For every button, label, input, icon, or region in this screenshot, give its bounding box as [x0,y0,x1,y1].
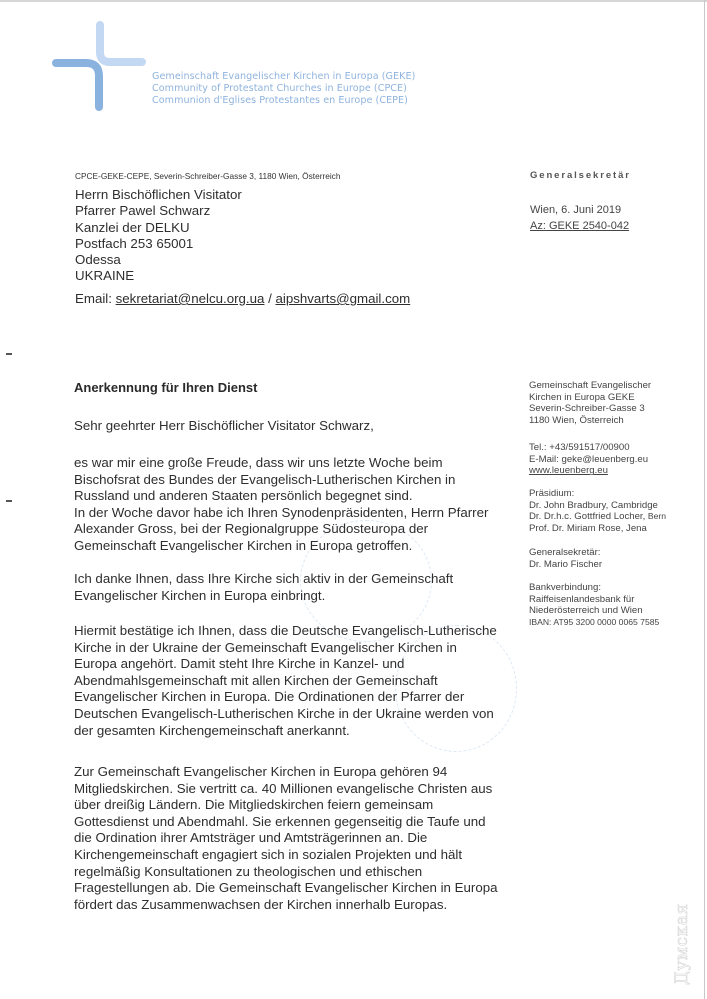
organization-wordmark [152,71,415,107]
letter-paragraph [74,764,498,913]
praesidium-member: Dr. John Bradbury, Cambridge [529,499,658,511]
praesidium-label: Präsidium: [529,488,575,499]
sender-role-heading: Generalsekretär [530,170,631,181]
wordmark-line-en: Community of Protestant Churches in Europe (CPCE) [152,83,407,94]
gensek-label: Generalsekretär: [529,547,601,558]
letter-paragraph [74,623,497,739]
paragraph-line: Zur Gemeinschaft Evangelischer Kirchen in Europa gehören 94 [74,764,448,779]
praesidium-member-city: Bern [647,511,667,522]
paragraph-line: Alexander Gross, bei der Regionalgruppe Südosteuropa der [74,521,429,537]
paragraph-line: Kirchengemeinschaft engagiert sich in sozialen Projekten und hält [74,846,463,862]
paragraph-line: Evangelischer Kirchen in Europa. Die Ordinationen der Pfarrer der [74,689,465,705]
paragraph-line: über dreißig Ländern. Die Mitgliedskirchen feiern gemeinsam [74,797,434,813]
recipient-line: Herrn Bischöflichen Visitator [75,187,242,202]
sidebar-address [529,380,651,427]
paragraph-line: Bischofsrat des Bundes der Evangelisch-Lutherischen Kirchen in [74,471,456,487]
sidebar-praesidium [529,488,666,535]
paragraph-line: Deutschen Evangelisch-Lutherischen Kirche in der Ukraine werden von [74,705,494,721]
praesidium-member-name: Dr. Dr.h.c. Gottfried Locher, [529,511,648,523]
paragraph-line: Abendmahlsgemeinschaft mit allen Kirchen der Gemeinschaft [74,672,438,688]
sidebar-website-link[interactable]: www.leuenberg.eu [529,465,608,477]
praesidium-member: Prof. Dr. Miriam Rose, Jena [529,523,647,535]
paragraph-line: Gottesdienst und Abendmahl. Sie erkennen gegenseitig die Taufe und [74,813,486,829]
bank-iban: IBAN: AT95 3200 0000 0065 7585 [529,617,660,628]
bank-line: Raiffeisenlandesbank für [529,593,635,605]
sidebar-contact [529,442,648,477]
reference-number: Az: GEKE 2540-042 [530,220,630,232]
source-watermark: Думская [672,903,692,985]
paragraph-line: die Ordination ihrer Amtsträger und Amtsträgerinnen an. Die [74,830,428,846]
sidebar-line: Gemeinschaft Evangelischer [529,380,652,391]
paragraph-line: Fragestellungen ab. Die Gemeinschaft Evangelischer Kirchen in Europa [74,880,498,896]
email-separator: / [264,291,276,306]
letter-date: Wien, 6. Juni 2019 [530,204,622,216]
paragraph-line: Kirche in der Ukraine der Gemeinschaft Evangelischer Kirchen in [74,639,457,655]
sidebar-line: Kirchen in Europa GEKE [529,391,635,403]
paragraph-line: fördert das Zusammenwachsen der Kirchen innerhalb Europas. [74,896,448,912]
paragraph-line: Gemeinschaft Evangelischer Kirchen in Europa getroffen. [74,537,413,553]
geke-cross-logo-icon [40,10,150,120]
paragraph-line: Europa angehört. Damit steht Ihre Kirche in Kanzel- und [74,656,405,672]
sidebar-bank [529,582,659,629]
sidebar-email: E-Mail: geke@leuenberg.eu [529,453,649,465]
email-link-sekretariat[interactable]: sekretariat@nelcu.org.ua [115,291,265,306]
bank-line: Niederösterreich und Wien [529,605,643,617]
wordmark-line-de: Gemeinschaft Evangelischer Kirchen in Europa (GEKE) [152,71,416,82]
recipient-line: UKRAINE [75,268,135,284]
email-label: Email: [75,291,116,306]
sidebar-line: Severin-Schreiber-Gasse 3 [529,403,645,415]
paragraph-line: es war mir eine große Freude, dass wir uns letzte Woche beim [74,455,443,470]
scan-right-edge [704,0,705,999]
paragraph-line: Ich danke Ihnen, dass Ihre Kirche sich aktiv in der Gemeinschaft [74,571,454,586]
paragraph-line: In der Woche davor habe ich Ihren Synodenpräsidenten, Herrn Pfarrer [74,504,489,520]
fold-mark [6,353,12,355]
recipient-line: Postfach 253 65001 [75,235,194,251]
bank-label: Bankverbindung: [529,582,602,593]
recipient-email-line [75,291,410,306]
sidebar-general-secretary [529,547,602,570]
paragraph-line: Hiermit bestätige ich Ihnen, dass die Deutsche Evangelisch-Lutherische [74,623,497,638]
sidebar-line: 1180 Wien, Österreich [529,415,624,427]
paragraph-line: der gesamten Kirchengemeinschaft anerkannt. [74,722,350,738]
praesidium-member [529,511,666,523]
sidebar-telephone: Tel.: +43/591517/00900 [529,442,630,453]
paragraph-line: Russland und anderen Staaten persönlich begegnet sind. [74,488,413,504]
recipient-line: Pfarrer Pawel Schwarz [75,203,211,219]
letter-paragraph [74,455,488,555]
paragraph-line: Evangelischer Kirchen in Europa einbringt. [74,587,326,603]
wordmark-line-fr: Communion d'Eglises Protestantes en Europe (CEPE) [152,95,408,106]
letter-subject: Anerkennung für Ihren Dienst [74,380,258,395]
sender-address-line: CPCE-GEKE-CEPE, Severin-Schreiber-Gasse 3, 1180 Wien, Österreich [75,171,341,181]
email-link-aipshvarts[interactable]: aipshvarts@gmail.com [275,291,411,306]
recipient-line: Odessa [75,252,121,268]
recipient-address-block [75,187,242,285]
scan-top-edge [0,0,707,2]
gensek-name: Dr. Mario Fischer [529,558,603,570]
letter-salutation: Sehr geehrter Herr Bischöflicher Visitator Schwarz, [74,418,374,433]
letter-paragraph [74,571,453,604]
paragraph-line: regelmäßig Konsultationen zu theologischen und ethischen [74,863,423,879]
paragraph-line: Mitgliedskirchen. Sie vertritt ca. 40 Millionen evangelische Christen aus [74,780,493,796]
recipient-line: Kanzlei der DELKU [75,219,190,235]
fold-mark [6,500,12,502]
